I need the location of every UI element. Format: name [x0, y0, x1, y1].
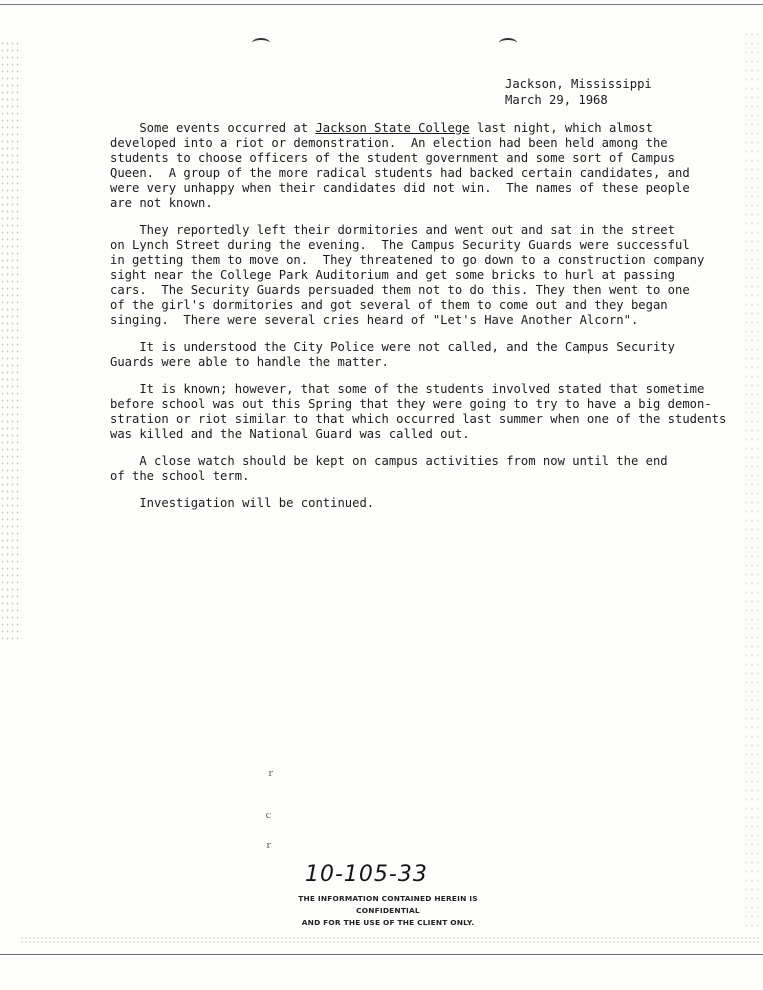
report-body: [110, 121, 727, 523]
text-line: before school was out this Spring that they were going to try to have a big demon-: [110, 397, 712, 411]
text-line: Investigation will be continued.: [110, 496, 375, 510]
text-line: A close watch should be kept on campus activities from now until the end: [110, 454, 668, 468]
paragraph: [110, 121, 710, 211]
text-line: were very unhappy when their candidates did not win. The names of these people: [110, 181, 690, 195]
paragraph: [110, 223, 710, 328]
confidential-notice: [268, 893, 508, 929]
scan-noise-bottom: [20, 936, 760, 944]
text-line: was killed and the National Guard was called out.: [110, 427, 470, 441]
dateline-city: Jackson, Mississippi: [505, 77, 652, 91]
text-line: They reportedly left their dormitories and went out and sat in the street: [110, 223, 675, 237]
text-line: of the school term.: [110, 469, 250, 483]
confidential-line-2: AND FOR THE USE OF THE CLIENT ONLY.: [301, 918, 475, 927]
file-number: 10-105-33: [305, 862, 428, 887]
paragraph: [110, 382, 727, 442]
scan-edge-top: [0, 4, 763, 5]
scan-edge-bottom: [0, 954, 763, 955]
punch-hole-mark: [499, 38, 517, 48]
paragraph: [110, 454, 710, 484]
text-line: in getting them to move on. They threatened to go down to a construction company: [110, 253, 705, 267]
paragraph: [110, 340, 710, 370]
text-line: It is known; however, that some of the students involved stated that sometime: [110, 382, 705, 396]
text-line: It is understood the City Police were not called, and the Campus Security: [110, 340, 675, 354]
text-line: sight near the College Park Auditorium and get some bricks to hurl at passing: [110, 268, 675, 282]
text-line: of the girl's dormitories and got several of them to come out and they began: [110, 298, 668, 312]
text-line: Some events occurred at Jackson State College last night, which almost: [110, 121, 653, 135]
text-line: singing. There were several cries heard of "Let's Have Another Alcorn".: [110, 313, 639, 327]
scan-noise-right: [743, 30, 763, 930]
text-line: on Lynch Street during the evening. The Campus Security Guards were successful: [110, 238, 690, 252]
underlined-text: Jackson State College: [315, 121, 470, 135]
paragraph: [110, 496, 710, 511]
dateline: [505, 77, 652, 108]
text-line: stration or riot similar to that which occurred last summer when one of the students: [110, 412, 727, 426]
scan-noise-left: [0, 40, 22, 640]
text-line: are not known.: [110, 196, 213, 210]
text-line: Guards were able to handle the matter.: [110, 355, 389, 369]
text-line: Queen. A group of the more radical students had backed certain candidates, and: [110, 166, 690, 180]
text-line: developed into a riot or demonstration. An election had been held among the: [110, 136, 668, 150]
text-line: students to choose officers of the student government and some sort of Campus: [110, 151, 675, 165]
stray-mark: ｃ: [264, 811, 274, 821]
stray-mark: ｒ: [264, 841, 274, 851]
punch-hole-mark: [252, 38, 270, 48]
dateline-date: March 29, 1968: [505, 92, 608, 107]
text-line: cars. The Security Guards persuaded them not to do this. They then went to one: [110, 283, 690, 297]
confidential-line-1: THE INFORMATION CONTAINED HEREIN IS CONFIDENTIAL: [298, 894, 478, 915]
stray-mark: ｒ: [266, 769, 276, 779]
